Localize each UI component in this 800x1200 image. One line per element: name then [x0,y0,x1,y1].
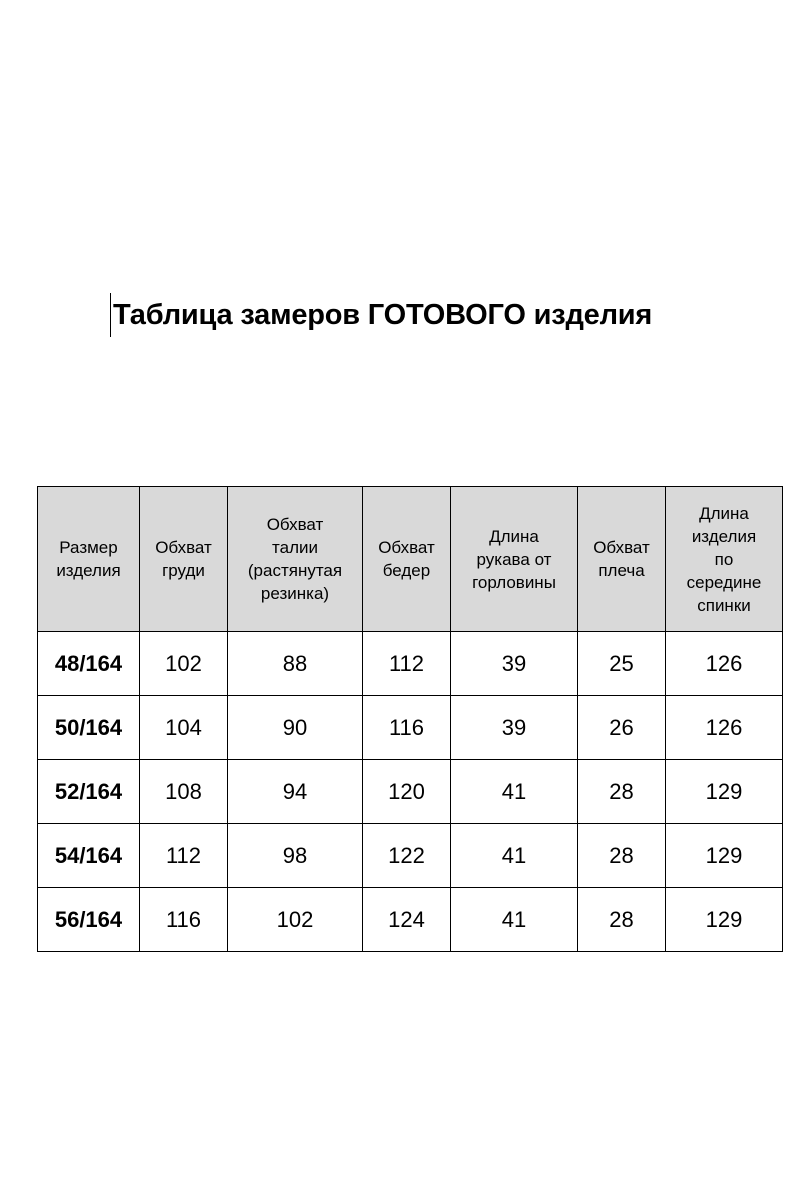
waist-cell: 98 [228,824,363,888]
page-title: Таблица замеров ГОТОВОГО изделия [113,298,653,331]
hips-cell: 112 [363,632,451,696]
chest-cell: 102 [140,632,228,696]
header-chest [140,487,228,632]
table-row [38,888,783,952]
shoulder-cell: 28 [578,888,666,952]
waist-cell: 102 [228,888,363,952]
table-row [38,824,783,888]
header-chest-label: Обхват груди [155,538,212,580]
size-cell: 54/164 [38,824,140,888]
back-length-cell: 126 [666,696,783,760]
sleeve-length-cell: 41 [451,824,578,888]
waist-cell: 94 [228,760,363,824]
hips-cell: 116 [363,696,451,760]
header-size-label: Размер изделия [56,538,121,580]
sleeve-length-cell: 39 [451,696,578,760]
back-length-cell: 129 [666,888,783,952]
header-sleeve-length-label: Длина рукава от горловины [472,526,556,592]
size-cell: 50/164 [38,696,140,760]
header-back-length [666,487,783,632]
header-waist [228,487,363,632]
sleeve-length-cell: 39 [451,632,578,696]
size-cell: 52/164 [38,760,140,824]
shoulder-cell: 25 [578,632,666,696]
hips-cell: 124 [363,888,451,952]
header-sleeve-length [451,487,578,632]
header-row [38,487,783,632]
header-shoulder-label: Обхват плеча [593,538,650,580]
size-cell: 56/164 [38,888,140,952]
chest-cell: 116 [140,888,228,952]
waist-cell: 88 [228,632,363,696]
sleeve-length-cell: 41 [451,888,578,952]
back-length-cell: 126 [666,632,783,696]
shoulder-cell: 28 [578,760,666,824]
header-hips [363,487,451,632]
text-cursor [110,293,111,337]
hips-cell: 120 [363,760,451,824]
table-row [38,760,783,824]
chest-cell: 112 [140,824,228,888]
header-waist-label: Обхват талии (растянутая резинка) [247,515,343,603]
shoulder-cell: 26 [578,696,666,760]
sleeve-length-cell: 41 [451,760,578,824]
shoulder-cell: 28 [578,824,666,888]
header-size [38,487,140,632]
table-row [38,632,783,696]
header-shoulder [578,487,666,632]
hips-cell: 122 [363,824,451,888]
size-chart-table [37,486,783,952]
back-length-cell: 129 [666,760,783,824]
title-block [110,292,652,338]
chest-cell: 104 [140,696,228,760]
header-hips-label: Обхват бедер [378,538,435,580]
table-row [38,696,783,760]
size-cell: 48/164 [38,632,140,696]
waist-cell: 90 [228,696,363,760]
back-length-cell: 129 [666,824,783,888]
header-back-length-label: Длина изделия по середине спинки [686,503,762,615]
chest-cell: 108 [140,760,228,824]
